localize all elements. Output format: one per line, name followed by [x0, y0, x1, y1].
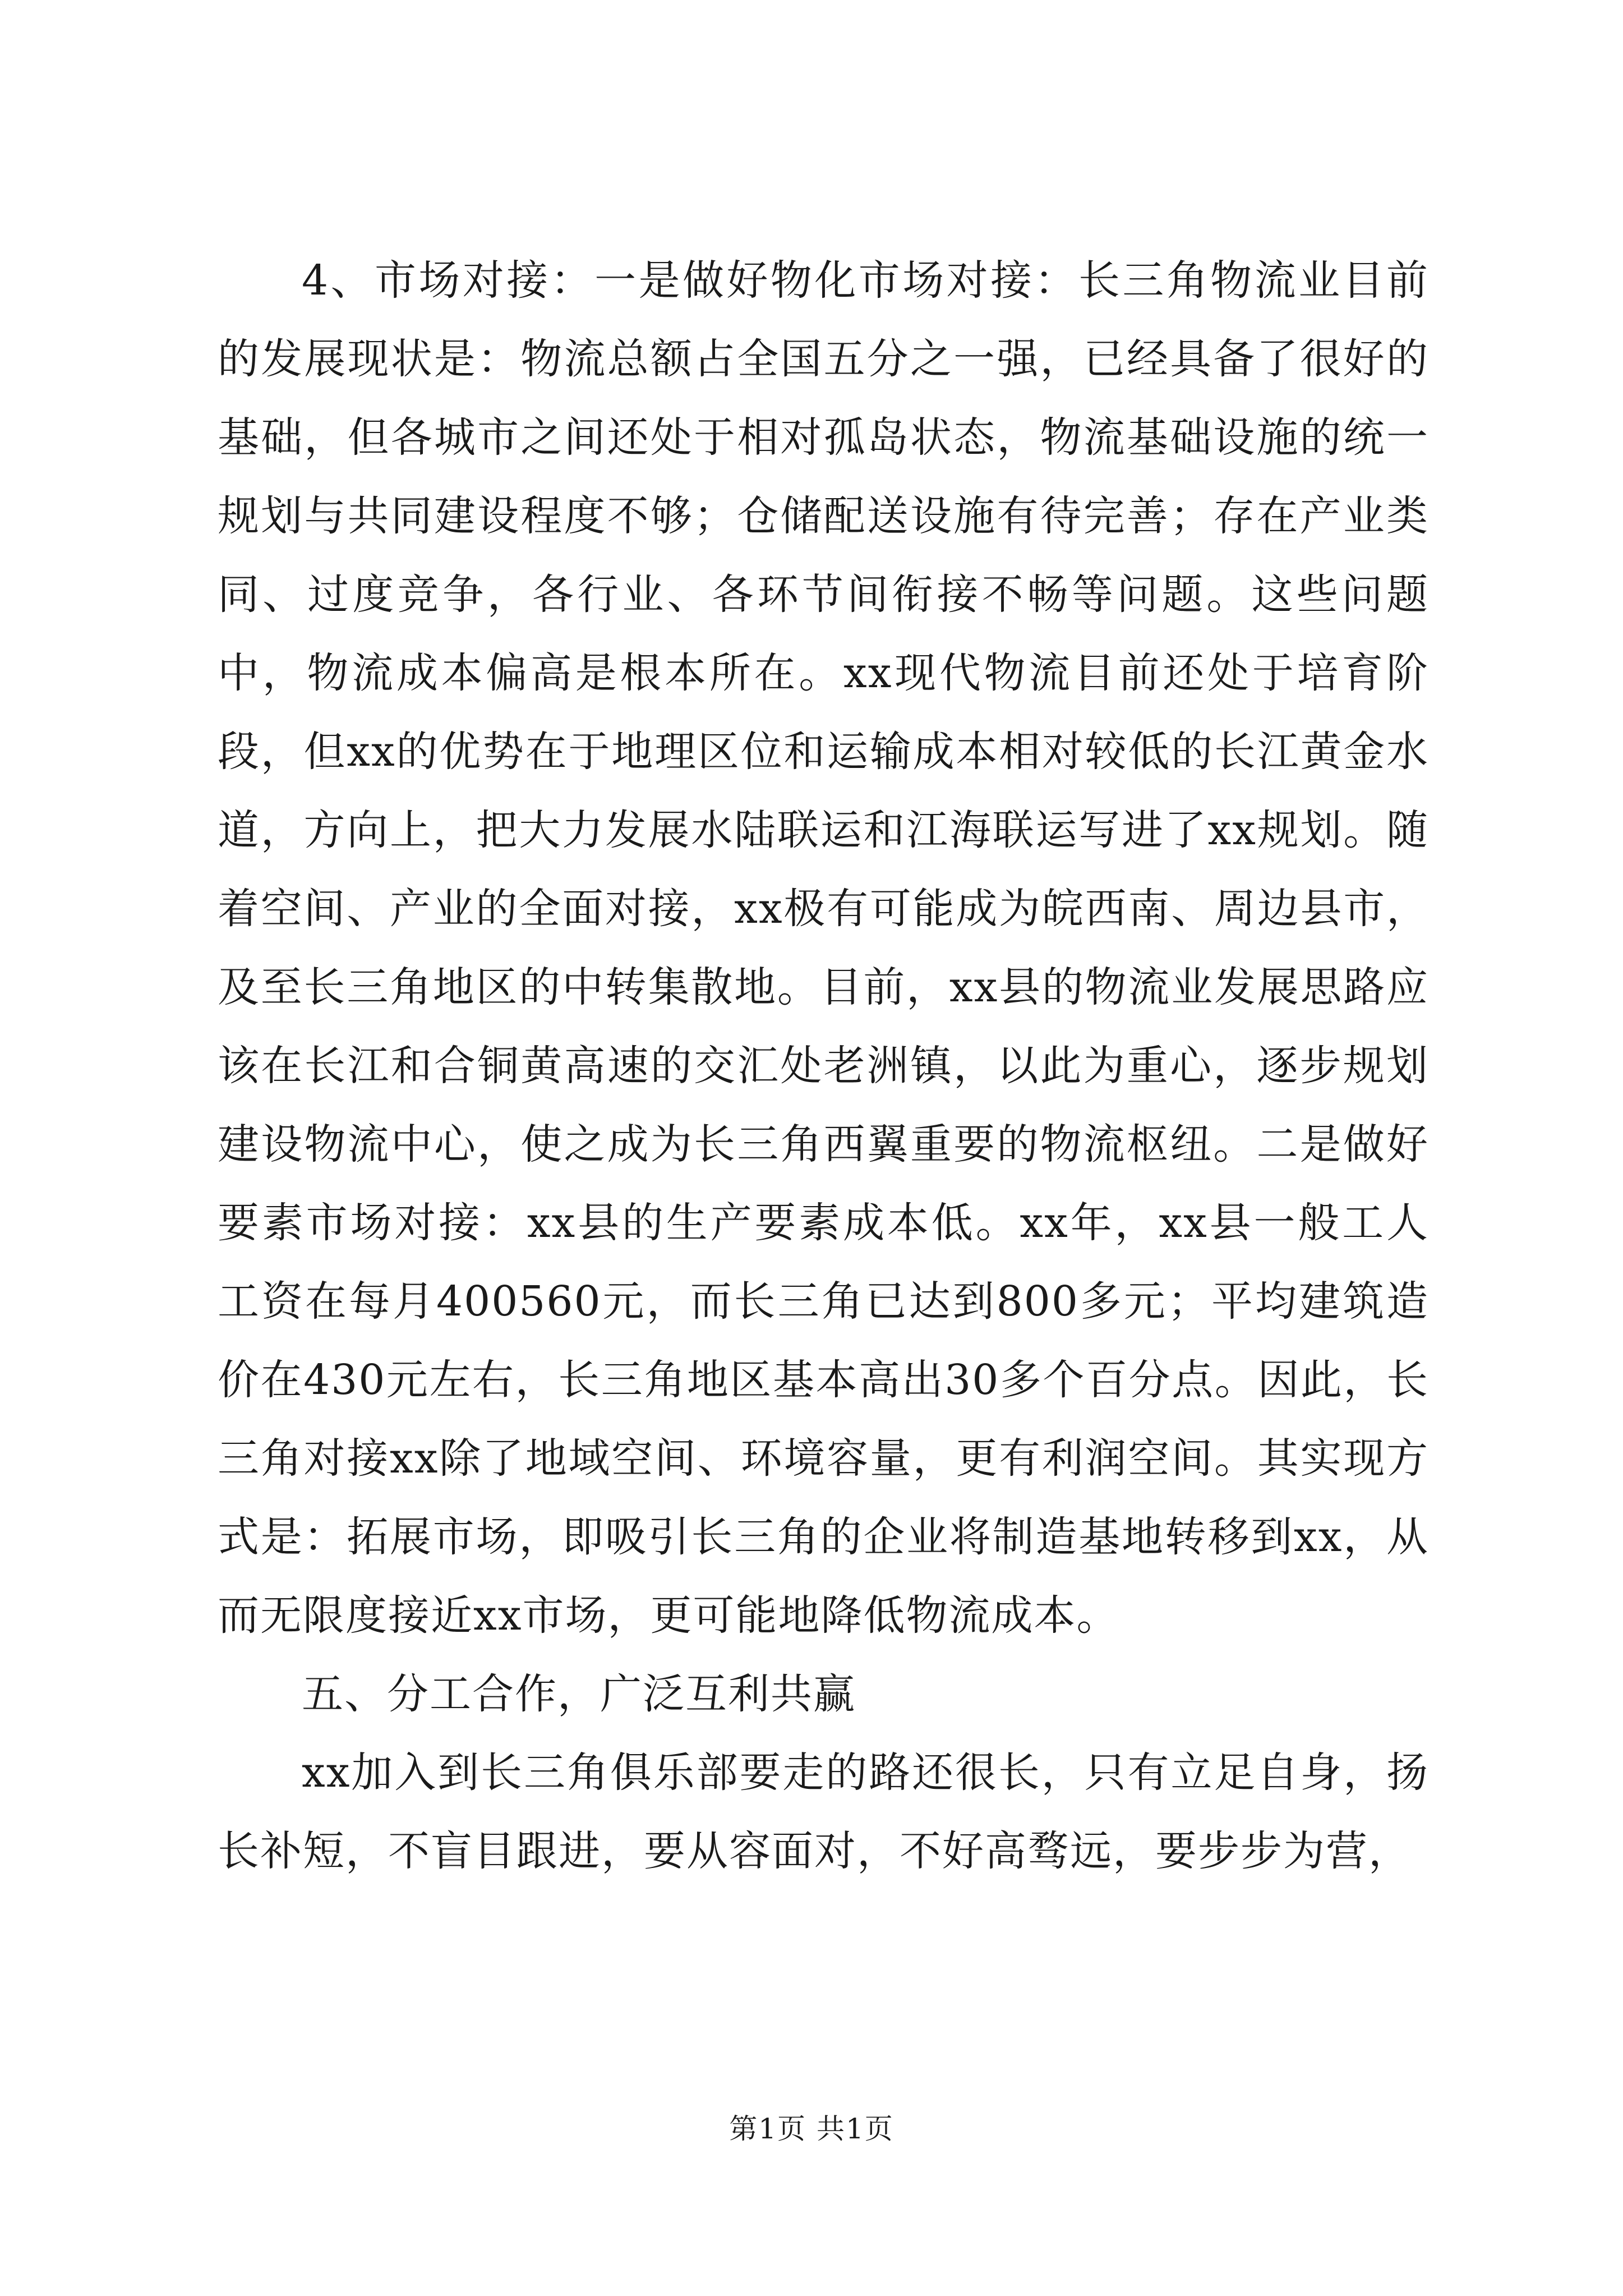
paragraph-market-docking: 4、市场对接：一是做好物化市场对接：长三角物流业目前的发展现状是：物流总额占全国五分之一强，已经具备了很好的基础，但各城市之间还处于相对孤岛状态，物流基础设施的统一规划与共同建设程度不够；仓储配送设施有待完善；存在产业类同、过度竞争，各行业、各环节间衔接不畅等问题。这些问题中，物流成本偏高是根本所在。xx现代物流目前还处于培育阶段，但xx的优势在于地理区位和运输成本相对较低的长江黄金水道，方向上，把大力发展水陆联运和江海联运写进了xx规划。随着空间、产业的全面对接，xx极有可能成为皖西南、周边县市，及至长三角地区的中转集散地。目前，xx县的物流业发展思路应该在长江和合铜黄高速的交汇处老洲镇，以此为重心，逐步规划建设物流中心，使之成为长三角西翼重要的物流枢纽。二是做好要素市场对接：xx县的生产要素成本低。xx年，xx县一般工人工资在每月400560元，而长三角已达到800多元；平均建筑造价在430元左右，长三角地区基本高出30多个百分点。因此，长三角对接xx除了地域空间、环境容量，更有利润空间。其实现方式是：拓展市场，即吸引长三角的企业将制造基地转移到xx，从而无限度接近xx市场，更可能地降低物流成本。 [218, 256, 1429, 1640]
section-heading: 五、分工合作，广泛互利共赢 [302, 1670, 856, 1718]
page-footer: 第1页 共1页 [729, 2113, 894, 2145]
paragraph-conclusion: xx加入到长三角俱乐部要走的路还很长，只有立足自身，扬长补短，不盲目跟进，要从容面对，不好高骛远，要步步为营， [218, 1749, 1429, 1875]
document-body [218, 241, 1429, 1890]
